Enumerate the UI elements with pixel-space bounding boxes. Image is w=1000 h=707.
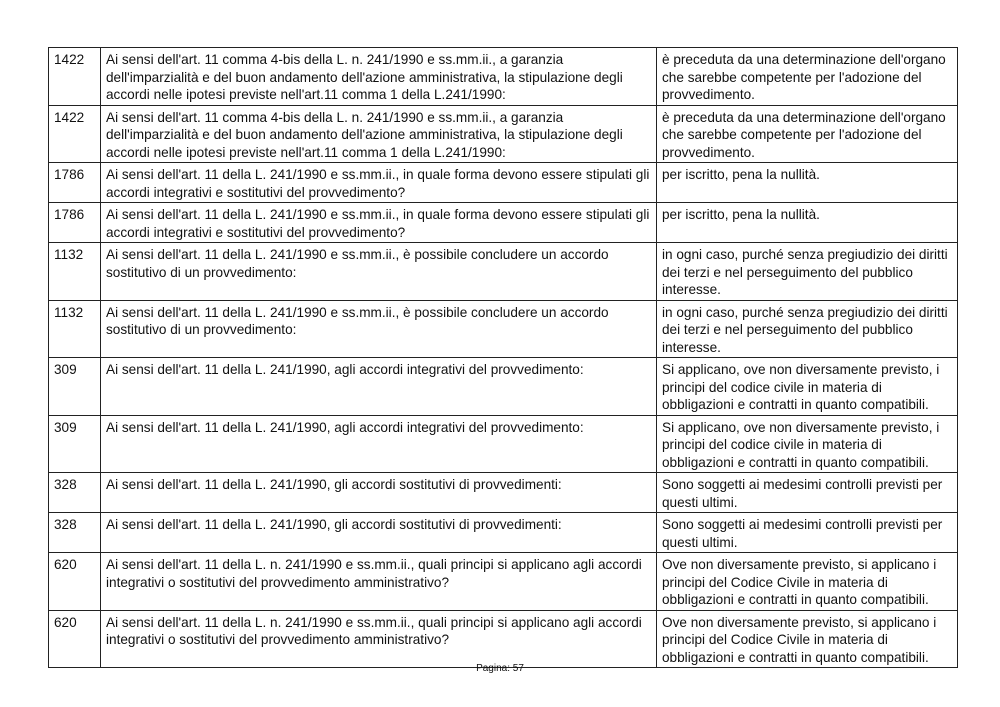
table-row <box>49 473 958 513</box>
table-row <box>49 243 958 301</box>
question-id: 620 <box>49 610 101 668</box>
question-id: 1132 <box>49 243 101 301</box>
table-row <box>49 163 958 203</box>
table-row <box>49 203 958 243</box>
question-id: 309 <box>49 415 101 473</box>
answer-text: è preceduta da una determinazione dell'organo che sarebbe competente per l'adozione del provvedimento. <box>657 48 958 106</box>
question-text: Ai sensi dell'art. 11 della L. 241/1990 e ss.mm.ii., è possibile concludere un accordo sostitutivo di un provvedimento: <box>101 300 657 358</box>
answer-text: Si applicano, ove non diversamente previsto, i principi del codice civile in materia di obbligazioni e contratti in quanto compatibili. <box>657 358 958 416</box>
table-row <box>49 610 958 668</box>
page-number: Pagina: 57 <box>476 663 524 674</box>
answer-text: in ogni caso, purché senza pregiudizio dei diritti dei terzi e nel perseguimento del pubblico interesse. <box>657 243 958 301</box>
answer-text: per iscritto, pena la nullità. <box>657 203 958 243</box>
question-text: Ai sensi dell'art. 11 della L. 241/1990 e ss.mm.ii., è possibile concludere un accordo sostitutivo di un provvedimento: <box>101 243 657 301</box>
question-text: Ai sensi dell'art. 11 comma 4-bis della L. n. 241/1990 e ss.mm.ii., a garanzia dell'imparzialità e del buon andamento dell'azione amministrativa, la stipulazione degli accordi nelle ipotesi previste nell'art.11 comma 1 della L.241/1990: <box>101 48 657 106</box>
question-id: 1132 <box>49 300 101 358</box>
answer-text: per iscritto, pena la nullità. <box>657 163 958 203</box>
question-id: 309 <box>49 358 101 416</box>
table-row <box>49 553 958 611</box>
table-row <box>49 48 958 106</box>
question-id: 1786 <box>49 203 101 243</box>
question-id: 620 <box>49 553 101 611</box>
question-text: Ai sensi dell'art. 11 della L. 241/1990 e ss.mm.ii., in quale forma devono essere stipulati gli accordi integrativi e sostitutivi del provvedimento? <box>101 203 657 243</box>
question-text: Ai sensi dell'art. 11 della L. 241/1990, gli accordi sostitutivi di provvedimenti: <box>101 513 657 553</box>
question-text: Ai sensi dell'art. 11 della L. 241/1990 e ss.mm.ii., in quale forma devono essere stipulati gli accordi integrativi e sostitutivi del provvedimento? <box>101 163 657 203</box>
question-id: 1422 <box>49 105 101 163</box>
question-id: 328 <box>49 473 101 513</box>
table-row <box>49 415 958 473</box>
question-text: Ai sensi dell'art. 11 comma 4-bis della L. n. 241/1990 e ss.mm.ii., a garanzia dell'imparzialità e del buon andamento dell'azione amministrativa, la stipulazione degli accordi nelle ipotesi previste nell'art.11 comma 1 della L.241/1990: <box>101 105 657 163</box>
answer-text: Ove non diversamente previsto, si applicano i principi del Codice Civile in materia di obbligazioni e contratti in quanto compatibili. <box>657 610 958 668</box>
table-row <box>49 513 958 553</box>
answer-text: Ove non diversamente previsto, si applicano i principi del Codice Civile in materia di obbligazioni e contratti in quanto compatibili. <box>657 553 958 611</box>
question-id: 328 <box>49 513 101 553</box>
answer-text: in ogni caso, purché senza pregiudizio dei diritti dei terzi e nel perseguimento del pubblico interesse. <box>657 300 958 358</box>
question-id: 1422 <box>49 48 101 106</box>
question-text: Ai sensi dell'art. 11 della L. n. 241/1990 e ss.mm.ii., quali principi si applicano agli accordi integrativi o sostitutivi del provvedimento amministrativo? <box>101 553 657 611</box>
question-text: Ai sensi dell'art. 11 della L. 241/1990, gli accordi sostitutivi di provvedimenti: <box>101 473 657 513</box>
answer-text: è preceduta da una determinazione dell'organo che sarebbe competente per l'adozione del provvedimento. <box>657 105 958 163</box>
question-id: 1786 <box>49 163 101 203</box>
answer-text: Sono soggetti ai medesimi controlli previsti per questi ultimi. <box>657 473 958 513</box>
answer-text: Sono soggetti ai medesimi controlli previsti per questi ultimi. <box>657 513 958 553</box>
question-text: Ai sensi dell'art. 11 della L. 241/1990, agli accordi integrativi del provvedimento: <box>101 415 657 473</box>
table-row <box>49 105 958 163</box>
question-text: Ai sensi dell'art. 11 della L. n. 241/1990 e ss.mm.ii., quali principi si applicano agli accordi integrativi o sostitutivi del provvedimento amministrativo? <box>101 610 657 668</box>
table-row <box>49 358 958 416</box>
questions-table <box>48 47 958 668</box>
question-text: Ai sensi dell'art. 11 della L. 241/1990, agli accordi integrativi del provvedimento: <box>101 358 657 416</box>
answer-text: Si applicano, ove non diversamente previsto, i principi del codice civile in materia di obbligazioni e contratti in quanto compatibili. <box>657 415 958 473</box>
table-row <box>49 300 958 358</box>
